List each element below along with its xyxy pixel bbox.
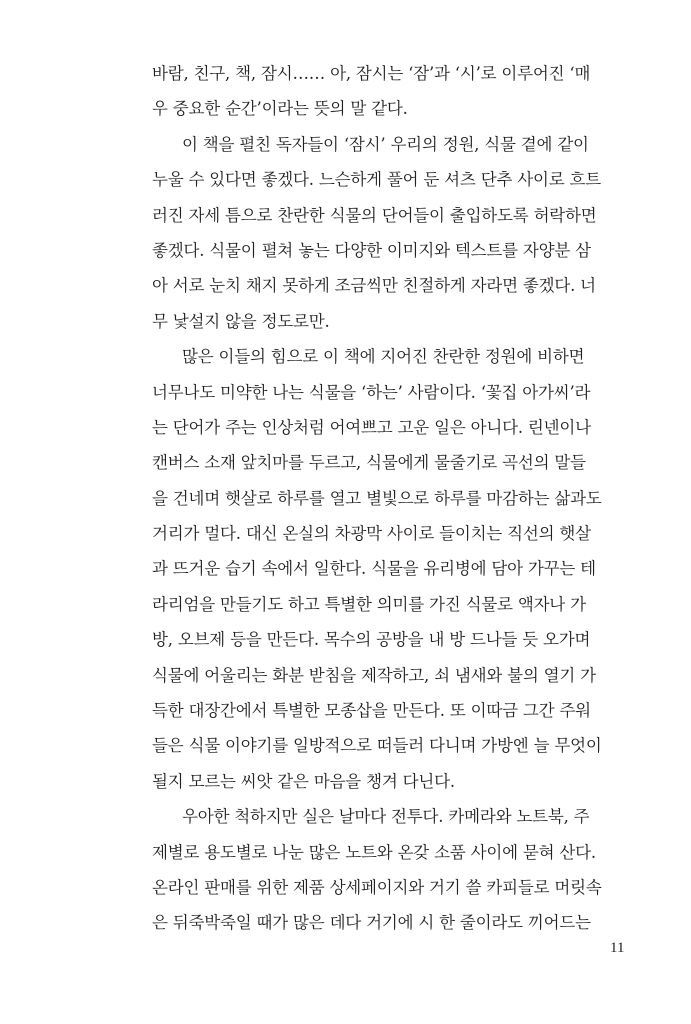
text-line: 아 서로 눈치 채지 못하게 조금씩만 친절하게 자라면 좋겠다. 너 bbox=[152, 276, 596, 296]
body-text bbox=[152, 56, 632, 941]
text-line: 무 낯설지 않을 정도로만. bbox=[152, 311, 330, 331]
text-line: 들은 식물 이야기를 일방적으로 떠들러 다니며 가방엔 늘 무엇이 bbox=[152, 736, 602, 756]
text-line: 과 뜨거운 습기 속에서 일한다. 식물을 유리병에 담아 가꾸는 테 bbox=[152, 559, 596, 579]
text-line: 좋겠다. 식물이 펼쳐 놓는 다양한 이미지와 텍스트를 자양분 삼 bbox=[152, 240, 591, 260]
text-line: 러진 자세 틈으로 찬란한 식물의 단어들이 출입하도록 허락하면 bbox=[152, 205, 597, 225]
text-line: 을 건네며 햇살로 하루를 열고 별빛으로 하루를 마감하는 삶과도 bbox=[152, 488, 602, 508]
text-line: 누울 수 있다면 좋겠다. 느슨하게 풀어 둔 셔츠 단추 사이로 흐트 bbox=[152, 170, 601, 190]
text-line: 는 단어가 주는 인상처럼 어여쁘고 고운 일은 아니다. 린넨이나 bbox=[152, 417, 591, 437]
text-line: 제별로 용도별로 나눈 많은 노트와 온갖 소품 사이에 묻혀 산다. bbox=[152, 842, 596, 862]
text-line: 거리가 멀다. 대신 온실의 차광막 사이로 들이치는 직선의 햇살 bbox=[152, 524, 591, 544]
text-line: 이 책을 펼친 독자들이 ‘잠시’ 우리의 정원, 식물 곁에 같이 bbox=[182, 134, 589, 154]
text-line: 바람, 친구, 책, 잠시…… 아, 잠시는 ‘잠’과 ‘시’로 이루어진 ‘매 bbox=[152, 64, 591, 83]
text-line: 우 중요한 순간’이라는 뜻의 말 같다. bbox=[152, 99, 408, 119]
page-number: 11 bbox=[610, 940, 625, 956]
text-line: 우아한 척하지만 실은 날마다 전투다. 카메라와 노트북, 주 bbox=[182, 807, 590, 827]
text-line: 득한 대장간에서 특별한 모종삽을 만든다. 또 이따금 그간 주워 bbox=[152, 701, 591, 721]
text-line: 될지 모르는 씨앗 같은 마음을 챙겨 다닌다. bbox=[152, 771, 455, 791]
text-line: 온라인 판매를 위한 제품 상세페이지와 거기 쓸 카피들로 머릿속 bbox=[152, 877, 602, 897]
text-line: 은 뒤죽박죽일 때가 많은 데다 거기에 시 한 줄이라도 끼어드는 bbox=[152, 913, 591, 933]
text-line: 캔버스 소재 앞치마를 두르고, 식물에게 물줄기로 곡선의 말들 bbox=[152, 453, 586, 473]
text-line: 식물에 어울리는 화분 받침을 제작하고, 쇠 냄새와 불의 열기 가 bbox=[152, 665, 596, 685]
text-line: 방, 오브제 등을 만든다. 목수의 공방을 내 방 드나들 듯 오가며 bbox=[152, 630, 591, 650]
text-line: 라리엄을 만들기도 하고 특별한 의미를 가진 식물로 액자나 가 bbox=[152, 594, 586, 614]
text-line: 너무나도 미약한 나는 식물을 ‘하는’ 사람이다. ‘꽃집 아가씨’라 bbox=[152, 382, 591, 402]
text-line: 많은 이들의 힘으로 이 책에 지어진 찬란한 정원에 비하면 bbox=[182, 347, 585, 367]
